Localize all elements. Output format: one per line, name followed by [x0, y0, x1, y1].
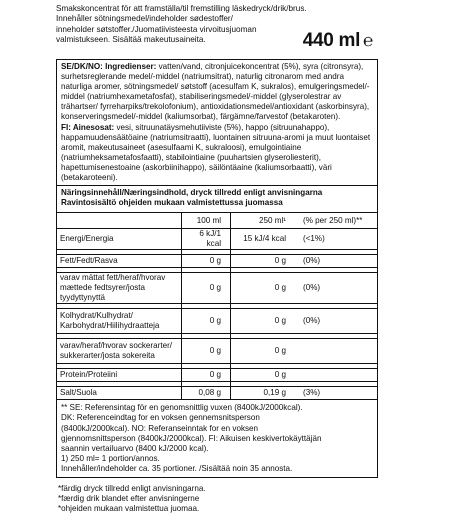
- ingredients-fi-text: vesi, sitruunatäysmehutiiviste (5%), happo (sitruunahappo), happamuudensäätöaine (natriumsitraatti), luontainen sitruuna-aromi ja muut luontaiset aromit, makeutusaineet (asesulfaami K, sukraloosi), emulgointiaine (natriumheksametafosfaatti), stabilointiaine (puuhartsien glyseroliesterit), hapettumisenestoaine (askorbiinihappo), säilöntäaine (kaliumsorbaatti), väri (betakaroteeni).: [61, 122, 371, 183]
- value-100ml: 0 g: [182, 273, 231, 304]
- nutrient-name: Fett/Fedt/Rasva: [57, 255, 182, 268]
- nutrient-name: Protein/Proteiini: [57, 369, 182, 382]
- product-label: [56, 4, 378, 514]
- value-100ml: 0 g: [182, 339, 231, 364]
- nutrition-row: [57, 369, 377, 382]
- ingredients-fi-label: FI: Ainesosat:: [61, 122, 115, 132]
- preparation-note: *ohjeiden mukaan valmistettua juomaa.: [58, 504, 200, 514]
- value-100ml: 0 g: [182, 309, 231, 334]
- value-250ml: 0 g: [231, 339, 294, 364]
- footnote-line: DK: Referenceindtag for en voksen gennemsnitsperson: [61, 413, 260, 423]
- value-percent: [293, 339, 377, 364]
- value-100ml: 6 kJ/1 kcal: [182, 229, 231, 250]
- footnotes: [57, 399, 377, 477]
- value-percent: (0%): [293, 273, 377, 304]
- nutrition-title-line: Ravintosisältö ohjeiden mukaan valmistettussa juomassa: [61, 198, 283, 208]
- preparation-note: *færdig drik blandet efter anvisningerne: [58, 494, 200, 504]
- value-100ml: 0 g: [182, 255, 231, 268]
- nutrient-name: varav/heraf/hvorav sockerarter/ sukkerarter/josta sokereita: [57, 339, 182, 364]
- nutrition-table: [57, 212, 377, 399]
- nutrition-row: [57, 273, 377, 304]
- preparation-note: *färdig dryck tillredd enligt anvisningarna.: [58, 483, 206, 493]
- description-line: Smakskoncentrat för att framställa/til fremstilling läskedryck/drik/brus.: [56, 4, 307, 13]
- value-250ml: 0 g: [231, 309, 294, 334]
- ingredients-se-text: vatten/vand, citronjuicekoncentrat (5%), syra (citronsyra), surhetsreglerande medel/-middel (natriumsitrat), naturlig citronarom med andra naturliga aromer, sötningsmedel/ søtstoff (acesulfam K, sukralos), emulgeringsmedel/-middel (natriumhexametafosfat), stabiliseringsmedel/-middel (glyserolestrar av trähartser/ fyrreharpiks/trekolofonium), antioxidationsmedel/antioxidant (askorbinsyra), konserveringsmedel/-middel (kaliumsorbat), färgämne/farvestof (betakaroten).: [61, 62, 370, 122]
- footnote-line: Innehåller/indeholder ca. 35 portioner. /Sisältää noin 35 annosta.: [61, 463, 293, 473]
- ingredients-se: [61, 62, 373, 123]
- volume-value: 440 ml: [302, 30, 361, 51]
- nutrient-name: Energi/Energia: [57, 229, 182, 250]
- nutrition-row: [57, 339, 377, 364]
- info-frame: [56, 59, 378, 478]
- footnote-line: saannin vertailuarvo (8400 kJ/2000 kcal).: [61, 443, 209, 453]
- footnote-line: (8400kJ/2000kcal). NO: Referanseinntak for en voksen: [61, 423, 259, 433]
- column-100ml: 100 ml: [182, 213, 231, 229]
- nutrition-row: [57, 387, 377, 400]
- nutrition-column-header: [57, 213, 377, 229]
- description-line: inneholder søtstoffer./Juomatiivisteesta virvoitusjuoman: [56, 24, 257, 34]
- nutrition-title: [57, 185, 377, 212]
- preparation-notes: [56, 478, 378, 514]
- value-percent: (0%): [293, 255, 377, 268]
- value-100ml: 0,08 g: [182, 387, 231, 400]
- ingredients-section: [57, 60, 377, 185]
- nutrient-name: Kolhydrat/Kulhydrat/ Karbohydrat/Hiilihydraatteja: [57, 309, 182, 334]
- footnote-line: 1) 250 ml= 1 portion/annos.: [61, 453, 160, 463]
- value-percent: (0%): [293, 309, 377, 334]
- nutrition-title-line: Näringsinnehåll/Næringsindhold, dryck tillredd enligt anvisningarna: [61, 188, 323, 198]
- nutrition-row: [57, 229, 377, 250]
- value-percent: [293, 369, 377, 382]
- value-250ml: 0,19 g: [231, 387, 294, 400]
- description-line: Innehåller sötningsmedel/indeholder sødestoffer/: [56, 14, 233, 24]
- product-description: [56, 4, 316, 45]
- ingredients-fi: [61, 123, 373, 184]
- footnote-line: ** SE: Referensintag för en genomsnittlig vuxen (8400kJ/2000kcal).: [61, 403, 303, 413]
- value-percent: (3%): [293, 387, 377, 400]
- nutrition-row: [57, 309, 377, 334]
- ingredients-se-label: SE/DK/NO: Ingredienser:: [61, 62, 157, 71]
- nutrition-row: [57, 255, 377, 268]
- description-line: valmistukseen. Sisältää makeutusaineita.: [56, 34, 206, 44]
- value-250ml: 0 g: [231, 369, 294, 382]
- column-percent: (% per 250 ml)**: [293, 213, 377, 229]
- value-250ml: 0 g: [231, 273, 294, 304]
- value-100ml: 0 g: [182, 369, 231, 382]
- net-volume: [303, 30, 373, 52]
- nutrient-name: Salt/Suola: [57, 387, 182, 400]
- column-250ml: 250 ml¹: [231, 213, 294, 229]
- value-250ml: 0 g: [231, 255, 294, 268]
- nutrient-name: varav mättat fett/heraf/hvorav mættede fedtsyrer/josta tyydyttynyttä: [57, 273, 182, 304]
- label-header: [56, 4, 378, 58]
- value-250ml: 15 kJ/4 kcal: [231, 229, 294, 250]
- value-percent: (<1%): [293, 229, 377, 250]
- footnote-line: gjennomsnittsperson (8400kJ/2000kcal). FI: Aikuisen keskivertokäyttäjän: [61, 433, 322, 443]
- estimated-sign-icon: ℮: [363, 31, 373, 50]
